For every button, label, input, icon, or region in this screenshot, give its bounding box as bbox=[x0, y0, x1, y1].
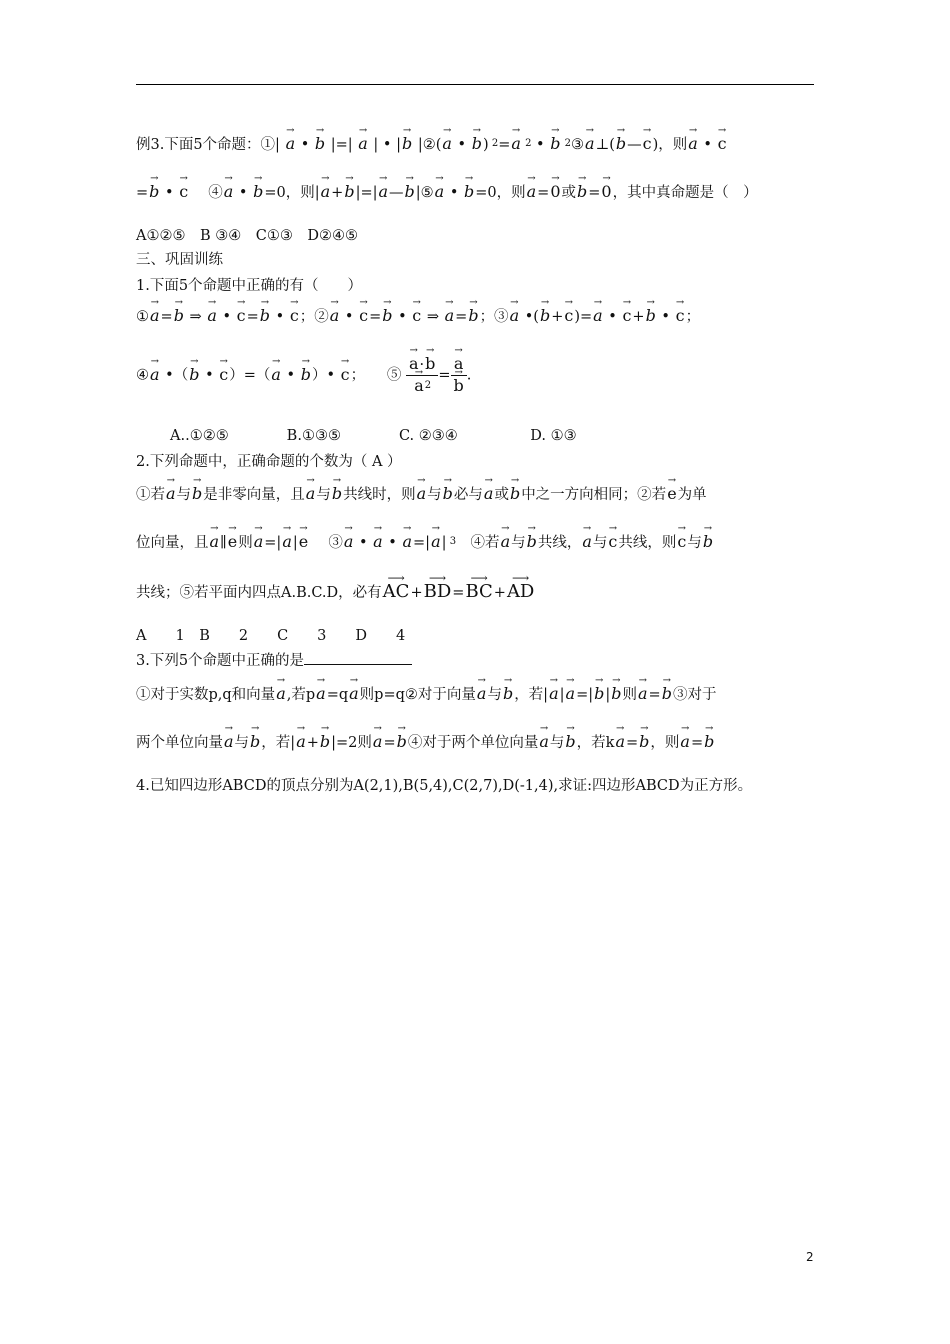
q2-options: A 1 B 2 C 3 D 4 bbox=[136, 628, 406, 644]
section-title: 三、巩固训练 bbox=[136, 252, 223, 268]
q2-line-3: 共线；⑤若平面内四点A.B.C.D，必有⟶ AC+⟶ BD=⟶ BC+⟶ AD bbox=[136, 582, 535, 603]
example-line-1: 例3.下面5个命题：①| → a • → b |=| → a | • |→ b |②(→ a • → b) $^2$=→ a $^2$ • → b $^2$③→ a⊥(→ b—→ c)，则→ a • → c bbox=[136, 134, 728, 155]
q4-text: 4.已知四边形ABCD的顶点分别为A(2,1),B(5,4),C(2,7),D(-1,4),求证:四边形ABCD为正方形。 bbox=[136, 778, 753, 794]
q2-stem: 2.下列命题中，正确命题的个数为（ A ） bbox=[136, 454, 402, 470]
example-line-2: =→ b • → c ④→ a • → b=0，则|→ a+→ b|=|→ a—→ b|⑤→ a • → b=0，则→ a=→ 0或→ b=→ 0，其中真命题是（ ） bbox=[136, 182, 758, 203]
q1-line-2: ④→ a •（→ b • → c）=（→ a • → b）• → c； ⑤ → a·→ b → $a^2$ = → a → b . bbox=[136, 354, 471, 397]
q1-stem: 1.下面5个命题中正确的有（ ） bbox=[136, 278, 363, 294]
q2-line-1: ①若→ a与→ b是非零向量，且→ a与→ b共线时，则→ a与→ b必与→ a或→ b中之一方向相同；②若→ e为单 bbox=[136, 484, 707, 505]
q3-stem: 3.下列5个命题中正确的是 bbox=[136, 650, 412, 671]
header-rule bbox=[136, 84, 814, 85]
q3-line-1: ①对于实数p,q和向量→ a,若p→ a=q→ a则p=q②对于向量→ a与→ b，若|→ a|→ a=|→ b|→ b则→ a=→ b③对于 bbox=[136, 684, 716, 705]
q1-options: A..①②⑤ B.①③⑤ C. ②③④ D. ①③ bbox=[170, 428, 577, 444]
q2-line-2: 位向量，且→ a∥→ e则→ a=|→ a|→ e ③→ a • → a • → a=|→ a| $^3$ ④若→ a与→ b共线，→ a与→ c共线，则→ c与→ b bbox=[136, 532, 714, 553]
q1-line-1: ①→ a=→ b ⇒ → a • → c=→ b • → c；②→ a • → c=→ b • → c ⇒ → a=→ b；③→ a •(→ b+→ c)=→ a • → c+→ b • → c； bbox=[136, 306, 700, 327]
answer-blank[interactable] bbox=[304, 650, 412, 665]
page-number: 2 bbox=[806, 1250, 814, 1264]
example-options: A①②⑤ B ③④ C①③ D②④⑤ bbox=[136, 228, 358, 244]
q3-line-2: 两个单位向量→ a与→ b，若|→ a+→ b|=2则→ a=→ b④对于两个单位向量→ a与→ b，若k→ a=→ b，则→ a=→ b bbox=[136, 732, 715, 753]
